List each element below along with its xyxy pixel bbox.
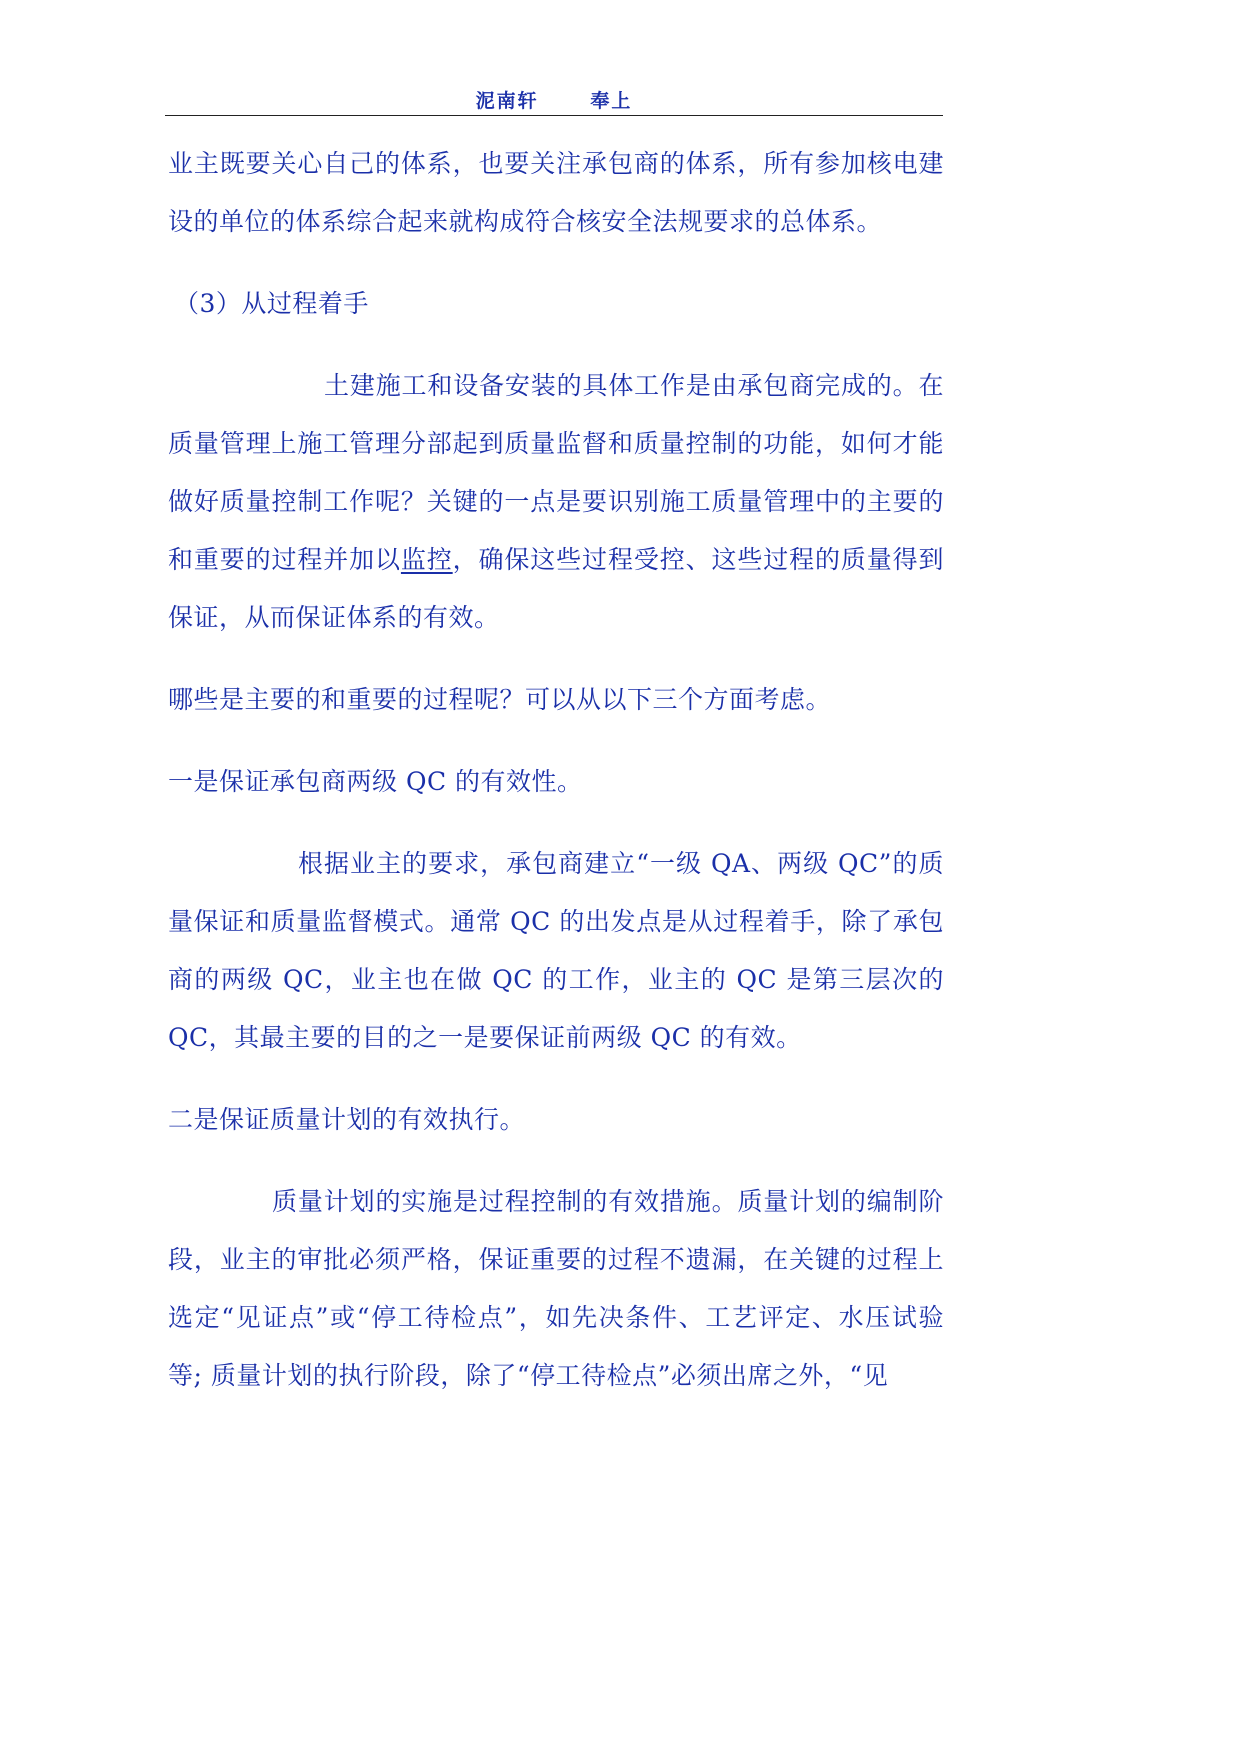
document-body [168,135,944,1405]
paragraph-3-text-b: ，确保这些过程受控、这些过程的质量得到保证，从而保证体系的有效。 [168,545,944,632]
paragraph-8: 质量计划的实施是过程控制的有效措施。质量计划的编制阶段，业主的审批必须严格，保证重要的过程不遗漏，在关键的过程上选定“见证点”或“停工待检点”，如先决条件、工艺评定、水压试验等; 质量计划的执行阶段，除了“停工待检点”必须出席之外，“见 [168,1187,944,1390]
point-1-heading: 一是保证承包商两级 QC 的有效性。 [168,767,583,796]
monitor-link[interactable]: 监控 [400,545,453,574]
page-header [165,82,943,116]
paragraph-3 [168,357,944,647]
section-heading-3: （3）从过程着手 [174,289,369,318]
paragraph-4: 哪些是主要的和重要的过程呢？可以从以下三个方面考虑。 [168,685,832,714]
header-title [165,86,943,113]
header-left-text: 泥南轩 [475,90,539,112]
paragraph-3-text-a: 土建施工和设备安装的具体工作是由承包商完成的。在质量管理上施工管理分部起到质量监督和质量控制的功能，如何才能做好质量控制工作呢？关键的一点是要识别施工质量管理中的主要的和重要的过程并加以 [168,371,944,574]
paragraph-6: 根据业主的要求，承包商建立“一级 QA、两级 QC”的质量保证和质量监督模式。通常 QC 的出发点是从过程着手，除了承包商的两级 QC，业主也在做 QC 的工作，业主的 QC 是第三层次的 QC，其最主要的目的之一是要保证前两级 QC 的有效。 [168,849,944,1052]
point-2-heading: 二是保证质量计划的有效执行。 [168,1105,526,1134]
paragraph-1: 业主既要关心自己的体系，也要关注承包商的体系，所有参加核电建设的单位的体系综合起来就构成符合核安全法规要求的总体系。 [168,149,944,236]
header-right-text: 奉上 [590,90,633,112]
